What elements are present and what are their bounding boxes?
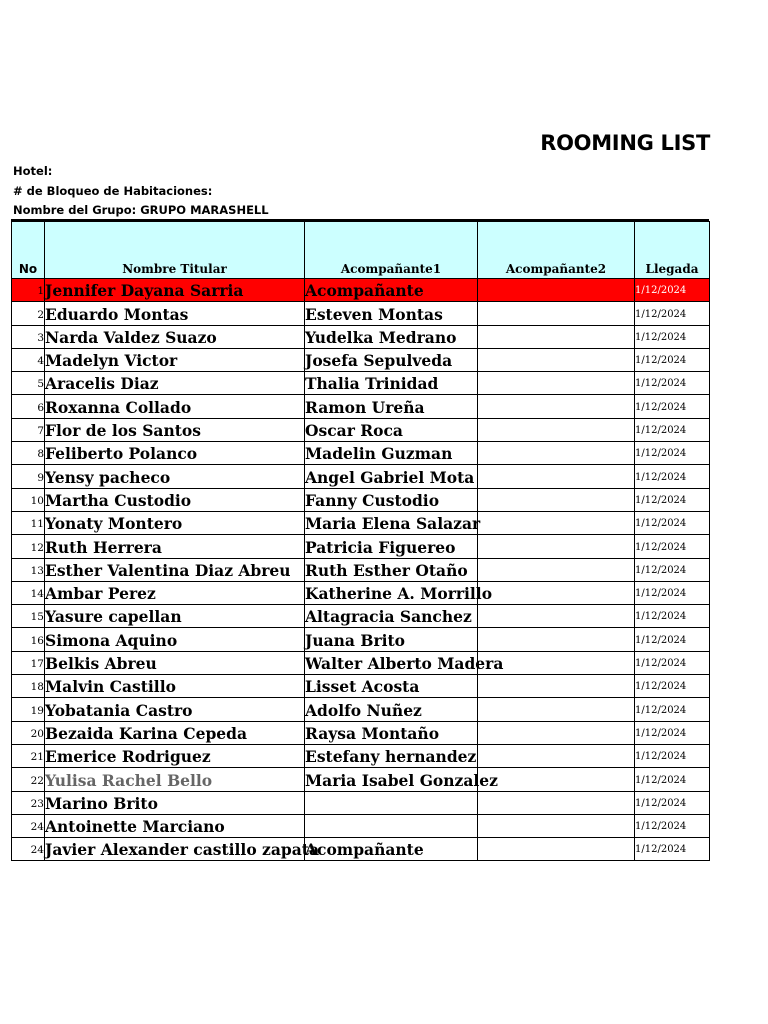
acompanante2-cell[interactable]: [478, 488, 635, 511]
table-row[interactable]: [12, 698, 710, 721]
table-row[interactable]: [12, 372, 710, 395]
table-row[interactable]: [12, 535, 710, 558]
row-number: 12: [12, 535, 45, 558]
row-number: 1: [12, 279, 45, 302]
titular-cell[interactable]: Madelyn Victor: [45, 348, 305, 371]
table-row[interactable]: [12, 721, 710, 744]
group-name-label: Nombre del Grupo: GRUPO MARASHELL: [13, 203, 269, 217]
row-number: 24: [12, 838, 45, 861]
acompanante1-cell[interactable]: Patricia Figuereo: [305, 535, 478, 558]
titular-cell[interactable]: Roxanna Collado: [45, 395, 305, 418]
acompanante1-cell[interactable]: Yudelka Medrano: [305, 325, 478, 348]
acompanante1-cell[interactable]: Walter Alberto Madera: [305, 651, 478, 674]
row-number: 15: [12, 605, 45, 628]
acompanante1-cell[interactable]: Esteven Montas: [305, 302, 478, 325]
titular-cell[interactable]: Antoinette Marciano: [45, 814, 305, 837]
acompanante1-cell[interactable]: Josefa Sepulveda: [305, 348, 478, 371]
llegada-cell[interactable]: 1/12/2024: [635, 605, 710, 628]
acompanante2-cell[interactable]: [478, 768, 635, 791]
llegada-cell[interactable]: 1/12/2024: [635, 814, 710, 837]
col-header-acompanante1: Acompañante1: [305, 222, 478, 279]
row-number: 10: [12, 488, 45, 511]
hotel-label: Hotel:: [13, 164, 53, 178]
acompanante2-cell[interactable]: [478, 721, 635, 744]
titular-cell[interactable]: Eduardo Montas: [45, 302, 305, 325]
acompanante1-cell[interactable]: Adolfo Nuñez: [305, 698, 478, 721]
acompanante1-cell[interactable]: Madelin Guzman: [305, 442, 478, 465]
acompanante2-cell[interactable]: [478, 698, 635, 721]
titular-cell[interactable]: Yobatania Castro: [45, 698, 305, 721]
titular-cell[interactable]: Flor de los Santos: [45, 418, 305, 441]
acompanante1-cell[interactable]: Ruth Esther Otaño: [305, 558, 478, 581]
row-number: 3: [12, 325, 45, 348]
rooming-table: [11, 221, 710, 861]
llegada-cell[interactable]: 1/12/2024: [635, 628, 710, 651]
row-number: 19: [12, 698, 45, 721]
row-number: 16: [12, 628, 45, 651]
titular-cell[interactable]: Narda Valdez Suazo: [45, 325, 305, 348]
titular-cell[interactable]: Yulisa Rachel Bello: [45, 768, 305, 791]
table-row[interactable]: [12, 675, 710, 698]
acompanante2-cell[interactable]: [478, 395, 635, 418]
row-number: 7: [12, 418, 45, 441]
table-row[interactable]: [12, 279, 710, 302]
table-header-row: [12, 222, 710, 279]
titular-cell[interactable]: Yensy pacheco: [45, 465, 305, 488]
table-row[interactable]: [12, 418, 710, 441]
acompanante1-cell[interactable]: Fanny Custodio: [305, 488, 478, 511]
row-number: 13: [12, 558, 45, 581]
acompanante1-cell[interactable]: Katherine A. Morrillo: [305, 581, 478, 604]
row-number: 18: [12, 675, 45, 698]
row-number: 20: [12, 721, 45, 744]
titular-cell[interactable]: Feliberto Polanco: [45, 442, 305, 465]
table-row[interactable]: [12, 768, 710, 791]
acompanante2-cell[interactable]: [478, 605, 635, 628]
llegada-cell[interactable]: 1/12/2024: [635, 442, 710, 465]
llegada-cell[interactable]: 1/12/2024: [635, 488, 710, 511]
table-row[interactable]: [12, 838, 710, 861]
row-number: 22: [12, 768, 45, 791]
acompanante1-cell[interactable]: Maria Isabel Gonzalez: [305, 768, 478, 791]
titular-cell[interactable]: Bezaida Karina Cepeda: [45, 721, 305, 744]
llegada-cell[interactable]: 1/12/2024: [635, 651, 710, 674]
acompanante2-cell[interactable]: [478, 465, 635, 488]
llegada-cell[interactable]: 1/12/2024: [635, 372, 710, 395]
col-header-llegada: Llegada: [635, 222, 710, 279]
table-row[interactable]: [12, 814, 710, 837]
acompanante2-cell[interactable]: [478, 348, 635, 371]
row-number: 17: [12, 651, 45, 674]
row-number: 2: [12, 302, 45, 325]
llegada-cell[interactable]: 1/12/2024: [635, 675, 710, 698]
llegada-cell[interactable]: 1/12/2024: [635, 302, 710, 325]
page-title: ROOMING LIST: [540, 131, 710, 155]
table-row[interactable]: [12, 581, 710, 604]
row-number: 4: [12, 348, 45, 371]
llegada-cell[interactable]: 1/12/2024: [635, 791, 710, 814]
acompanante1-cell[interactable]: Oscar Roca: [305, 418, 478, 441]
titular-cell[interactable]: Ambar Perez: [45, 581, 305, 604]
titular-cell[interactable]: Emerice Rodriguez: [45, 744, 305, 767]
acompanante1-cell[interactable]: Raysa Montaño: [305, 721, 478, 744]
table-row[interactable]: [12, 442, 710, 465]
acompanante2-cell[interactable]: [478, 791, 635, 814]
acompanante2-cell[interactable]: [478, 418, 635, 441]
acompanante2-cell[interactable]: [478, 581, 635, 604]
table-row[interactable]: [12, 651, 710, 674]
llegada-cell[interactable]: 1/12/2024: [635, 535, 710, 558]
table-row[interactable]: [12, 348, 710, 371]
acompanante1-cell[interactable]: Angel Gabriel Mota: [305, 465, 478, 488]
table-row[interactable]: [12, 488, 710, 511]
acompanante2-cell[interactable]: [478, 744, 635, 767]
acompanante1-cell[interactable]: Juana Brito: [305, 628, 478, 651]
acompanante1-cell[interactable]: Acompañante: [305, 279, 478, 302]
llegada-cell[interactable]: 1/12/2024: [635, 558, 710, 581]
titular-cell[interactable]: Yasure capellan: [45, 605, 305, 628]
llegada-cell[interactable]: 1/12/2024: [635, 511, 710, 534]
titular-cell[interactable]: Esther Valentina Diaz Abreu: [45, 558, 305, 581]
acompanante2-cell[interactable]: [478, 814, 635, 837]
titular-cell[interactable]: Aracelis Diaz: [45, 372, 305, 395]
llegada-cell[interactable]: 1/12/2024: [635, 348, 710, 371]
table-row[interactable]: [12, 628, 710, 651]
acompanante2-cell[interactable]: [478, 535, 635, 558]
llegada-cell[interactable]: 1/12/2024: [635, 325, 710, 348]
acompanante2-cell[interactable]: [478, 372, 635, 395]
titular-cell[interactable]: Javier Alexander castillo zapata: [45, 838, 305, 861]
llegada-cell[interactable]: 1/12/2024: [635, 698, 710, 721]
row-number: 5: [12, 372, 45, 395]
row-number: 14: [12, 581, 45, 604]
acompanante2-cell[interactable]: [478, 279, 635, 302]
titular-cell[interactable]: Belkis Abreu: [45, 651, 305, 674]
titular-cell[interactable]: Jennifer Dayana Sarria: [45, 279, 305, 302]
acompanante1-cell[interactable]: Acompañante: [305, 838, 478, 861]
acompanante1-cell[interactable]: [305, 791, 478, 814]
table-row[interactable]: [12, 302, 710, 325]
titular-cell[interactable]: Martha Custodio: [45, 488, 305, 511]
acompanante2-cell[interactable]: [478, 628, 635, 651]
table-row[interactable]: [12, 395, 710, 418]
col-header-acompanante2: Acompañante2: [478, 222, 635, 279]
table-row[interactable]: [12, 465, 710, 488]
llegada-cell[interactable]: 1/12/2024: [635, 721, 710, 744]
acompanante1-cell[interactable]: Ramon Ureña: [305, 395, 478, 418]
row-number: 6: [12, 395, 45, 418]
acompanante1-cell[interactable]: Estefany hernandez: [305, 744, 478, 767]
llegada-cell[interactable]: 1/12/2024: [635, 418, 710, 441]
acompanante2-cell[interactable]: [478, 838, 635, 861]
llegada-cell[interactable]: 1/12/2024: [635, 744, 710, 767]
col-header-titular: Nombre Titular: [45, 222, 305, 279]
table-row[interactable]: [12, 511, 710, 534]
acompanante2-cell[interactable]: [478, 325, 635, 348]
room-block-label: # de Bloqueo de Habitaciones:: [13, 184, 213, 198]
llegada-cell[interactable]: 1/12/2024: [635, 395, 710, 418]
titular-cell[interactable]: Marino Brito: [45, 791, 305, 814]
llegada-cell[interactable]: 1/12/2024: [635, 465, 710, 488]
acompanante2-cell[interactable]: [478, 558, 635, 581]
table-row[interactable]: [12, 558, 710, 581]
table-row[interactable]: [12, 325, 710, 348]
llegada-cell[interactable]: 1/12/2024: [635, 838, 710, 861]
table-row[interactable]: [12, 791, 710, 814]
table-row[interactable]: [12, 744, 710, 767]
table-row[interactable]: [12, 605, 710, 628]
titular-cell[interactable]: Simona Aquino: [45, 628, 305, 651]
llegada-cell[interactable]: 1/12/2024: [635, 279, 710, 302]
row-number: 9: [12, 465, 45, 488]
acompanante1-cell[interactable]: Maria Elena Salazar: [305, 511, 478, 534]
row-number: 11: [12, 511, 45, 534]
acompanante1-cell[interactable]: Altagracia Sanchez: [305, 605, 478, 628]
acompanante2-cell[interactable]: [478, 442, 635, 465]
row-number: 24: [12, 814, 45, 837]
row-number: 8: [12, 442, 45, 465]
acompanante1-cell[interactable]: Lisset Acosta: [305, 675, 478, 698]
acompanante1-cell[interactable]: Thalia Trinidad: [305, 372, 478, 395]
row-number: 21: [12, 744, 45, 767]
acompanante2-cell[interactable]: [478, 675, 635, 698]
titular-cell[interactable]: Ruth Herrera: [45, 535, 305, 558]
acompanante1-cell[interactable]: [305, 814, 478, 837]
col-header-no: No: [12, 222, 45, 279]
acompanante2-cell[interactable]: [478, 302, 635, 325]
llegada-cell[interactable]: 1/12/2024: [635, 768, 710, 791]
titular-cell[interactable]: Malvin Castillo: [45, 675, 305, 698]
acompanante2-cell[interactable]: [478, 511, 635, 534]
llegada-cell[interactable]: 1/12/2024: [635, 581, 710, 604]
titular-cell[interactable]: Yonaty Montero: [45, 511, 305, 534]
row-number: 23: [12, 791, 45, 814]
